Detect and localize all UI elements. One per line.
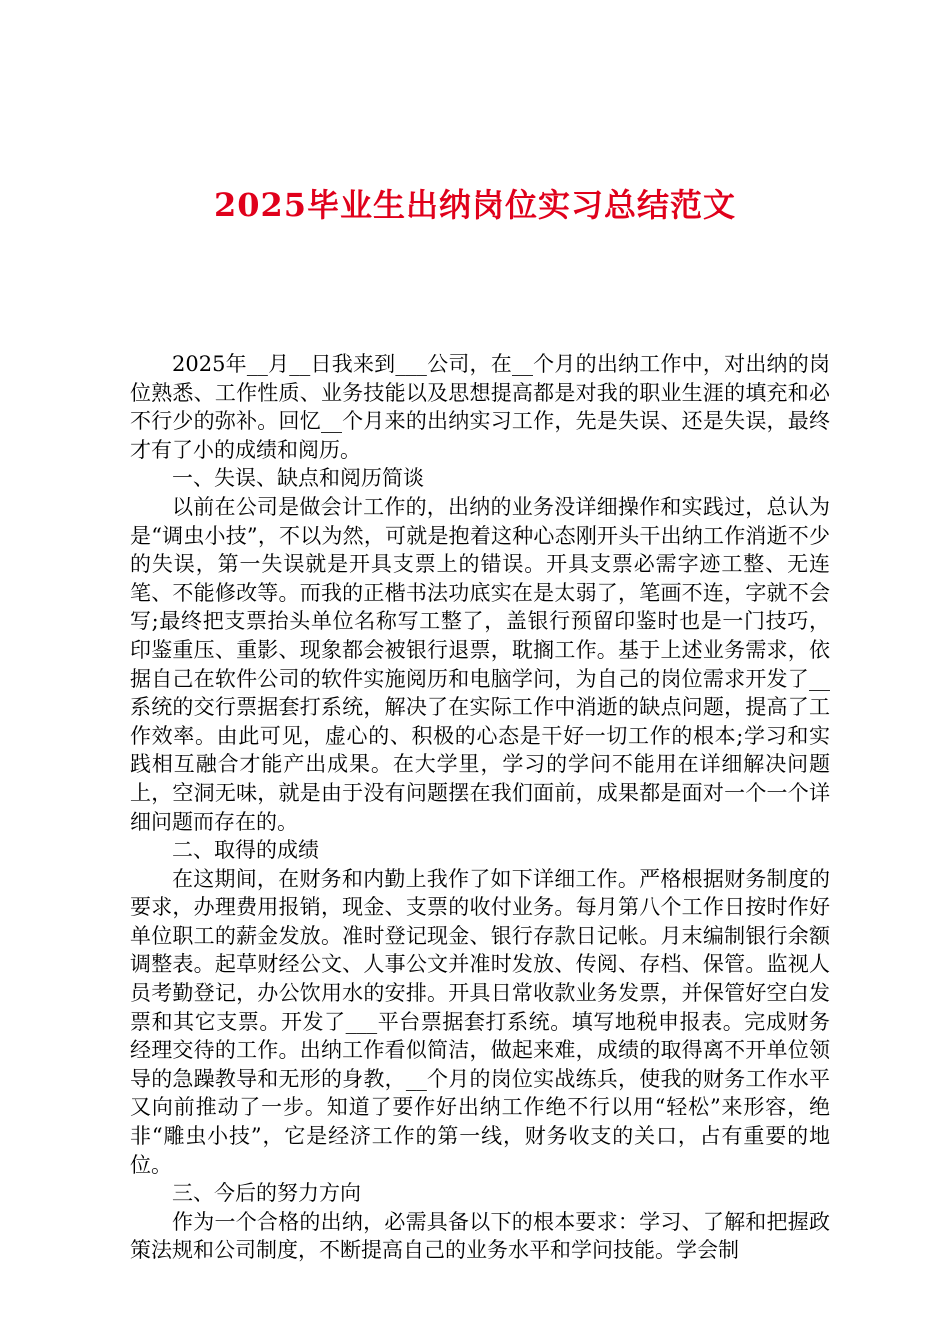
section-heading-2: 二、取得的成绩 (172, 838, 319, 863)
section-heading-1: 一、失误、缺点和阅历简谈 (172, 466, 424, 491)
paragraph-section-1: 以前在公司是做会计工作的，出纳的业务没详细操作和实践过，总认为是“调虫小技”，不以为然，可就是抱着这种心态刚开头干出纳工作消逝不少的失误，第一失误就是开具支票上的错误。开具支票必需字迹工整、无连笔、不能修改等。而我的正楷书法功底实在是太弱了，笔画不连，字就不会写;最终把支票抬头单位名称写工整了，盖银行预留印鉴时也是一门技巧，印鉴重压、重影、现象都会被银行退票，耽搁工作。基于上述业务需求，依据自己在软件公司的软件实施阅历和电脑学问，为自己的岗位需求开发了__系统的交行票据套打系统，解决了在实际工作中消逝的缺点问题，提高了工作效率。由此可见，虚心的、积极的心态是干好一切工作的根本;学习和实践相互融合才能产出成果。在大学里，学习的学问不能用在详细解决问题上，空洞无味，就是由于没有问题摆在我们面前，成果都是面对一个一个详细问题而存在的。 (130, 494, 830, 834)
section-heading-3: 三、今后的努力方向 (172, 1181, 361, 1206)
document-title: 2025毕业生出纳岗位实习总结范文 (213, 186, 737, 224)
document-body (130, 350, 830, 1265)
paragraph-intro: 2025年__月__日我来到___公司，在__个月的出纳工作中，对出纳的岗位熟悉、工作性质、业务技能以及思想提高都是对我的职业生涯的填充和必不行少的弥补。回忆__个月来的出纳实习工作，先是失误、还是失误，最终才有了小的成绩和阅历。 (130, 352, 830, 462)
paragraph-section-2: 在这期间，在财务和内勤上我作了如下详细工作。严格根据财务制度的要求，办理费用报销，现金、支票的收付业务。每月第八个工作日按时作好单位职工的薪金发放。准时登记现金、银行存款日记帐。月末编制银行余额调整表。起草财经公文、人事公文并准时发放、传阅、存档、保管。监视人员考勤登记，办公饮用水的安排。开具日常收款业务发票，并保管好空白发票和其它支票。开发了___平台票据套打系统。填写地税申报表。完成财务经理交待的工作。出纳工作看似简洁，做起来难，成绩的取得离不开单位领导的急躁教导和无形的身教，__个月的岗位实战练兵，使我的财务工作水平又向前推动了一步。知道了要作好出纳工作绝不行以用“轻松”来形容，绝非“雕虫小技”，它是经济工作的第一线，财务收支的关口，占有重要的地位。 (130, 866, 830, 1177)
paragraph-section-3: 作为一个合格的出纳，必需具备以下的根本要求：学习、了解和把握政策法规和公司制度，不断提高自己的业务水平和学问技能。学会制 (130, 1209, 830, 1263)
